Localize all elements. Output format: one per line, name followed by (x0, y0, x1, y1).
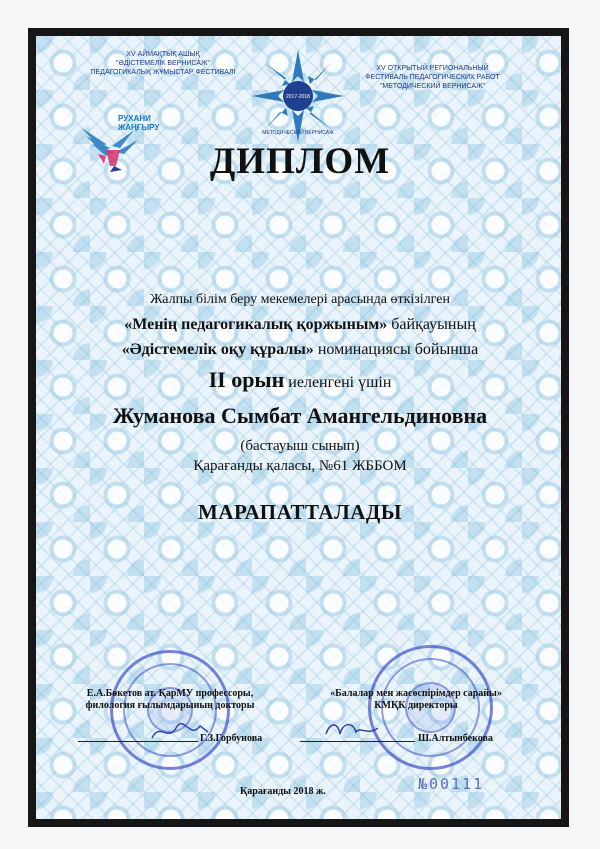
right-handwritten-signature (322, 716, 382, 742)
body-line-2 (40, 316, 560, 334)
recipient-school: Қарағанды қаласы, №61 ЖББОМ (193, 458, 407, 474)
place-awarded: II орын (208, 367, 285, 392)
header-left-line: "ӘДІСТЕМЕЛІК ВЕРНИСАЖ" (116, 60, 210, 67)
rukhani-line: РУХАНИ (118, 114, 151, 123)
logo-caption: МЕТОДИЧЕСКИЙ ВЕРНИСАЖ (262, 130, 334, 136)
city-year: Қарағанды 2018 ж. (240, 786, 326, 797)
zhangyru-line: ЖАҢҒЫРУ (118, 123, 160, 132)
header-right-line: "МЕТОДИЧЕСКИЙ ВЕРНИСАЖ" (379, 83, 486, 90)
nomination-name: «Әдістемелік оқу құралы» (121, 341, 314, 358)
header-left-kazakh (78, 50, 248, 77)
recipient-position: (бастауыш сынып) (240, 438, 360, 454)
body-line-1: Жалпы білім беру мекемелері арасында өткізілген (150, 292, 450, 307)
left-signatory-title (70, 688, 270, 712)
header-right-russian (340, 64, 525, 91)
header-right-line: ФЕСТИВАЛЬ ПЕДАГОГИЧЕСКИХ РАБОТ (365, 74, 500, 81)
body-line-3-rest: номинациясы бойынша (313, 341, 479, 358)
left-signatory-name: Г.З.Горбунова (200, 733, 263, 744)
body-line-4 (40, 367, 560, 393)
contest-name: «Менің педагогикалық қоржыным» (124, 316, 388, 333)
serial-number: №00111 (418, 775, 485, 793)
right-signatory-title (306, 688, 526, 712)
recipient-name: Жуманова Сымбат Амангельдиновна (112, 403, 488, 428)
right-signatory-title-line: «Балалар мен жасөспірімдер сарайы» (330, 688, 502, 699)
diploma-title: ДИПЛОМ (209, 141, 391, 182)
body-line-3 (40, 341, 560, 359)
place-rest: иеленгені үшін (284, 374, 392, 391)
left-signatory-title-line: Е.А.Бөкетов ат. ҚарМУ профессоры, (86, 688, 254, 699)
left-signatory-title-line: филология ғылымдарының докторы (85, 700, 255, 711)
header-left-line: ПЕДАГОГИКАЛЫҚ ЖҰМЫСТАР ФЕСТИВАЛІ (90, 69, 236, 76)
header-right-line: XV ОТКРЫТЫЙ РЕГИОНАЛЬНЫЙ (376, 65, 489, 72)
award-statement: МАРАПАТТАЛАДЫ (198, 500, 402, 524)
rukhani-zhangyru-text (118, 114, 159, 132)
right-signatory-name: Ш.Алтынбекова (418, 733, 493, 744)
logo-years: 2017-2018 (286, 94, 310, 100)
body-line-2-rest: байқауының (387, 316, 476, 333)
right-signatory-title-line: КМҚК директоры (374, 700, 458, 711)
header-left-line: XV АЙМАҚТЫҚ АШЫҚ (126, 51, 200, 58)
